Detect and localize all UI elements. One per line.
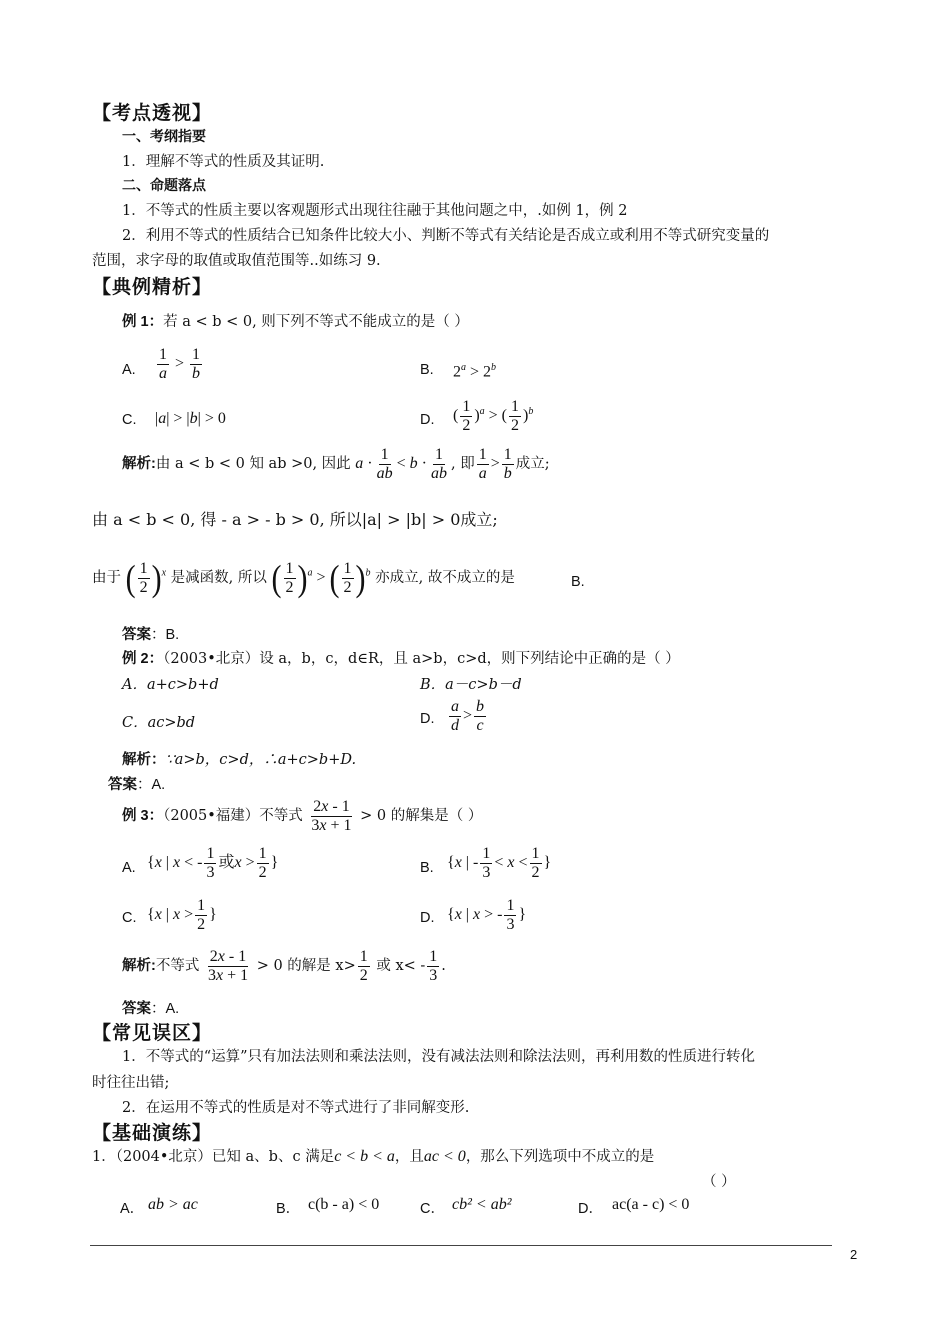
ex2-answer: 答案：A. (108, 777, 166, 793)
ex1-solution-choice: B. (571, 574, 585, 590)
ex1-option-a-label: A. (122, 362, 136, 378)
ex2-option-a: A．a+c>b+d (122, 677, 219, 693)
example-1-stem: 例 1：若 a < b < 0, 则下列不等式不能成立的是（ ） (122, 314, 469, 330)
ex2-option-d-label: D. (420, 711, 435, 727)
ex1-option-d-expr: ( $\frac{1}{2}$ )$^a$ > ( $\frac{1}{2}$ )$^b$ (453, 398, 534, 434)
answer-paren: （ ） (702, 1174, 736, 1190)
ex1-answer: 答案：B. (122, 627, 180, 643)
text-item: 2．利用不等式的性质结合已知条件比较大小、判断不等式有关结论是否成立或利用不等式研究变量的 (122, 228, 770, 244)
ex3-option-d-label: D. (420, 910, 435, 926)
ex1-option-c-expr: |a| > |b| > 0 (155, 410, 226, 427)
ex3-option-a-expr: {x | x < - $\frac{1}{3}$ 或x > $\frac{1}{2}$ } (147, 845, 279, 881)
ex2-option-c: C．ac>bd (122, 715, 196, 731)
ex2-solution: 解析：∵a>b，c>d，∴a+c>b+D. (122, 752, 357, 768)
ex1-option-d-label: D. (420, 412, 435, 428)
ex3-option-d-expr: {x | x > - $\frac{1}{3}$ } (447, 897, 527, 933)
p1-option-b-expr: c(b - a) < 0 (308, 1196, 380, 1213)
section-title-dianli: 【典例精析】 (92, 276, 213, 298)
ex1-solution-line1: 解析:由 a < b < 0 知 ab >0, 因此 a · $\frac{1}{ab}$ < b · $\frac{1}{ab}$ , 即 $\frac{1}{a}$ > $\frac{1}{b}$ 成立; (122, 446, 550, 482)
ex3-option-b-expr: {x | - $\frac{1}{3}$ < x < $\frac{1}{2}$ } (447, 845, 552, 881)
page-number: 2 (850, 1247, 858, 1262)
p1-option-c-expr: cb² < ab² (452, 1196, 512, 1213)
section-title-yanlian: 【基础演练】 (92, 1122, 213, 1144)
text-item: 1．不等式的性质主要以客观题形式出现往往融于其他问题之中，.如例 1，例 2 (122, 203, 628, 219)
section-title-wuqu: 【常见误区】 (92, 1022, 213, 1044)
ex3-option-b-label: B. (420, 860, 434, 876)
subheading-mingti: 二、命题落点 (122, 178, 206, 194)
text-item: 范围，求字母的取值或取值范围等..如练习 9. (92, 253, 381, 269)
footer-divider (90, 1245, 832, 1246)
ex3-option-c-expr: {x | x > $\frac{1}{2}$ } (147, 897, 217, 933)
ex1-option-b-expr: $2^a > 2^b$ (453, 362, 497, 381)
text-item: 时往往出错; (92, 1075, 170, 1091)
ex3-solution: 解析:不等式 $\frac{2x - 1}{3x + 1}$ > 0 的解是 x> $\frac{1}{2}$ 或 x< - $\frac{1}{3}$ . (122, 948, 446, 984)
ex2-option-d-expr: $\frac{a}{d}$ > $\frac{b}{c}$ (451, 698, 485, 734)
ex2-option-b: B．a－c>b－d (420, 677, 522, 693)
p1-option-d-label: D． (578, 1201, 603, 1217)
ex1-option-a-expr: $\frac{1}{a}$ > $\frac{1}{b}$ (159, 346, 201, 382)
subheading-kaogang: 一、考纲指要 (122, 129, 206, 145)
example-3-stem: 例 3：（2005•福建）不等式 $\frac{2x - 1}{3x + 1}$ > 0 的解集是（ ） (122, 798, 483, 834)
ex3-option-c-label: C. (122, 910, 137, 926)
p1-option-a-label: A． (120, 1201, 145, 1217)
p1-option-d-expr: ac(a - c) < 0 (612, 1196, 690, 1213)
ex1-option-b-label: B. (420, 362, 434, 378)
ex1-solution-line3: 由于 ( $\frac{1}{2}$ )$^x$ 是减函数, 所以 ( $\frac{1}{2}$ )$^a$ > ( $\frac{1}{2}$ )$^b$ 亦成立, 故不成立的是 (92, 557, 515, 599)
p1-option-b-label: B． (276, 1201, 301, 1217)
p1-option-c-label: C． (420, 1201, 445, 1217)
section-title-kaodian: 【考点透视】 (92, 102, 213, 124)
ex1-option-c-label: C. (122, 412, 137, 428)
text-item: 1．不等式的“运算”只有加法法则和乘法法则，没有减法法则和除法法则，再利用数的性质进行转化 (122, 1049, 756, 1065)
text-item: 2．在运用不等式的性质是对不等式进行了非同解变形. (122, 1100, 470, 1116)
p1-option-a-expr: ab > ac (148, 1196, 198, 1213)
ex1-solution-line2: 由 a < b < 0, 得 - a > - b > 0, 所以|a| > |b| > 0成立; (92, 510, 498, 529)
practice-1-stem: 1．（2004•北京）已知 a、b、c 满足c < b < a，且ac < 0，那么下列选项中不成立的是 (92, 1148, 655, 1165)
example-2-stem: 例 2：（2003•北京）设 a，b，c，d∈R，且 a>b，c>d，则下列结论中正确的是（ ） (122, 651, 680, 667)
ex3-answer: 答案：A. (122, 1001, 180, 1017)
text-item: 1．理解不等式的性质及其证明. (122, 154, 325, 170)
ex3-option-a-label: A. (122, 860, 136, 876)
